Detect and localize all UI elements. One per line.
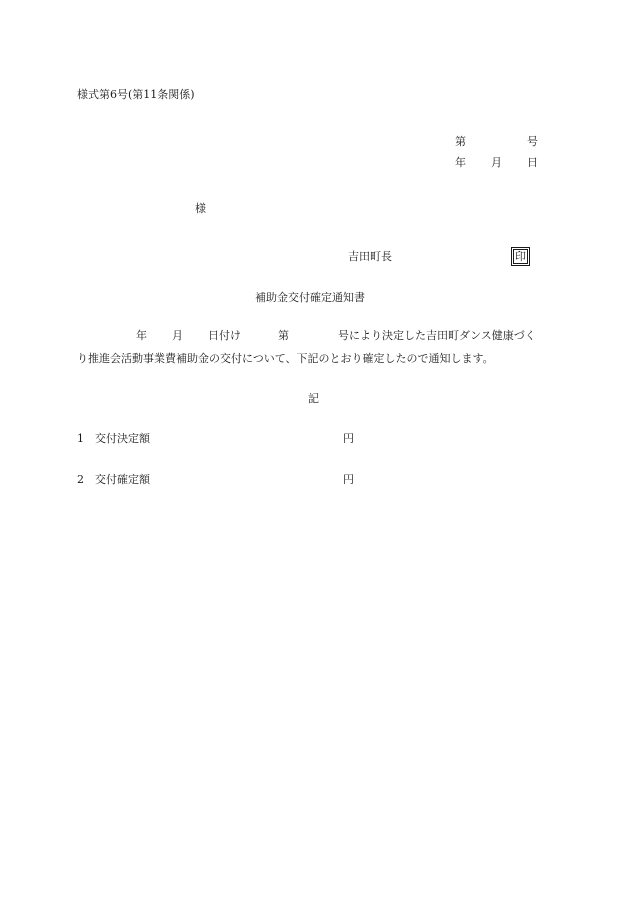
document-title: 補助金交付確定通知書 [255, 291, 365, 304]
item-number: 1 [77, 432, 84, 445]
item-number: 2 [77, 473, 84, 486]
doc-number-prefix: 第 [455, 135, 466, 148]
item-unit: 円 [343, 432, 354, 445]
item-unit: 円 [343, 473, 354, 486]
body-no-prefix: 第 [278, 329, 289, 342]
item-label: 交付確定額 [95, 473, 150, 486]
body-line1-rest: 号により決定した吉田町ダンス健康づく [338, 329, 536, 342]
date-month: 月 [491, 156, 502, 169]
seal-mark [513, 249, 528, 264]
body-month: 月 [172, 329, 183, 342]
date-day: 日 [527, 156, 538, 169]
form-label: 様式第6号(第11条関係) [77, 88, 195, 101]
doc-number-suffix: 号 [527, 135, 538, 148]
seal-mark-text: 印 [515, 250, 526, 263]
item-label: 交付決定額 [95, 432, 150, 445]
issuer-title: 吉田町長 [348, 250, 392, 263]
body-day-suffix: 日付け [208, 329, 241, 342]
body-line2: り推進会活動事業費補助金の交付について、下記のとおり確定したので通知します。 [77, 352, 494, 365]
body-year: 年 [136, 329, 147, 342]
addressee-honorific: 様 [195, 202, 206, 215]
ki-heading: 記 [308, 392, 319, 405]
date-year: 年 [455, 156, 466, 169]
